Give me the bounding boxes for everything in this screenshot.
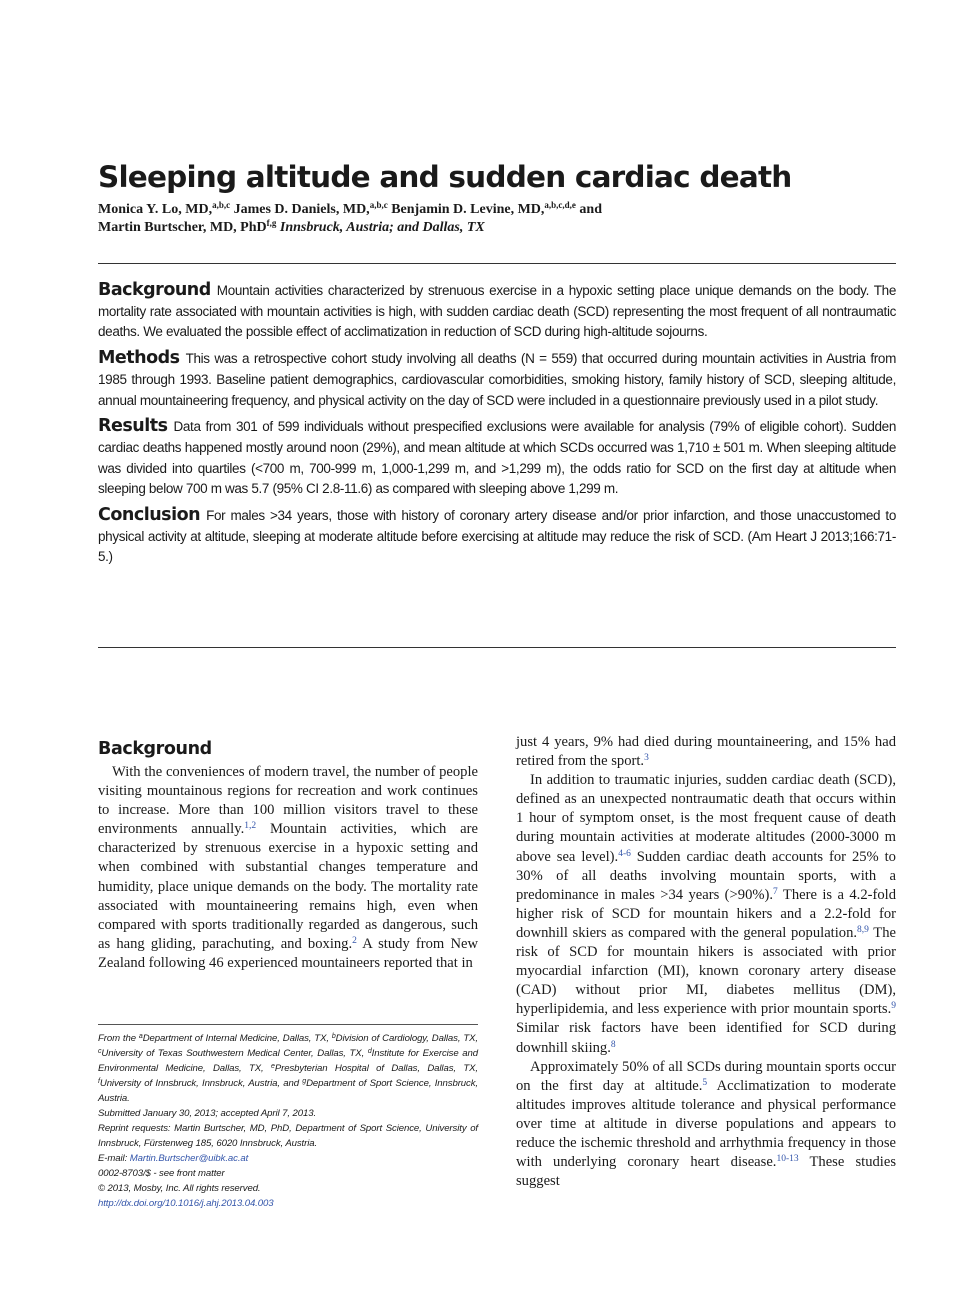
article-title: Sleeping altitude and sudden cardiac death <box>98 160 792 194</box>
affiliations: From the $^a$Department of Internal Medicine, Dallas, TX, $^b$Division of Cardiology, Dallas, TX, $^c$University of Texas Southwestern Medical Center, Dallas, TX, $^d$Institute for Exercise and Environmental Medicine, Dallas, TX, $^e$Presbyterian Hospital of Dallas, Dallas, TX, $^f$University of Innsbruck, Innsbruck, Austria, and $^g$Department of Sport Science, Innsbruck, Austria. <box>98 1033 479 1104</box>
author-location: Innsbruck, Austria; and Dallas, TX <box>279 220 485 235</box>
abstract-heading: Results <box>98 416 168 437</box>
author-conjunction: and <box>579 202 602 217</box>
citation-link[interactable]: 10-13 <box>776 1154 799 1165</box>
abstract-heading: Conclusion <box>98 505 201 526</box>
body-column-left <box>98 733 478 973</box>
abstract-results <box>98 416 896 500</box>
abstract-conclusion <box>98 505 896 568</box>
doi-link[interactable]: http://dx.doi.org/10.1016/j.ahj.2013.04.003 <box>98 1198 274 1209</box>
citation-link[interactable]: 1,2 <box>244 821 257 832</box>
author-affiliation-sup: a,b,c,d,e <box>544 200 576 210</box>
author-affiliation-sup: f,g <box>266 218 277 228</box>
citation-link[interactable]: 9 <box>891 1001 896 1012</box>
issn-line: 0002-8703/$ - see front matter <box>98 1168 225 1179</box>
abstract-heading: Background <box>98 280 211 300</box>
body-column-right <box>516 733 896 1191</box>
citation-link[interactable]: 2 <box>352 935 357 946</box>
citation-link[interactable]: 7 <box>773 886 778 897</box>
abstract-methods <box>98 348 896 411</box>
abstract-heading: Methods <box>98 348 180 369</box>
abstract-text: Mountain activities characterized by strenuous exercise in a hypoxic setting place unique demands on the body. The mortality rate associated with mountain activities is high, with sudden cardiac death (SCD) representing the most frequent of all nontraumatic deaths. We evaluated the possible effect of acclimatization in reduction of SCD during high-altitude sojourns. <box>98 283 896 340</box>
reprint-requests: Reprint requests: Martin Burtscher, MD, PhD, Department of Sport Science, University of Innsbruck, Fürstenweg 185, 6020 Innsbruck, Austria. <box>98 1123 478 1149</box>
citation-link[interactable]: 3 <box>644 753 649 764</box>
author-name: Martin Burtscher, MD, PhD <box>98 220 267 235</box>
author-name: Benjamin D. Levine, MD, <box>391 202 545 217</box>
abstract <box>98 280 896 573</box>
abstract-background <box>98 280 896 343</box>
submission-dates: Submitted January 30, 2013; accepted April 7, 2013. <box>98 1108 317 1119</box>
author-affiliation-sup: a,b,c <box>212 200 231 210</box>
citation-link[interactable]: 8,9 <box>857 924 869 935</box>
body-paragraph: just 4 years, 9% had died during mountaineering, and 15% had retired from the sport.$^3$ <box>516 734 896 770</box>
email-link[interactable]: Martin.Burtscher@uibk.ac.at <box>129 1153 249 1164</box>
abstract-bottom-divider <box>98 647 896 648</box>
citation-link[interactable]: 4-6 <box>618 848 631 859</box>
copyright-line: © 2013, Mosby, Inc. All rights reserved. <box>98 1183 261 1194</box>
body-paragraph: With the conveniences of modern travel, the number of people visiting mountainous regions for recreation and work continues to increase. More than 100 million visitors travel to these environments annually.$^{1,2}$ Mountain activities, which are characterized by strenuous exercise in a hypoxic setting and when combined with substantial changes temperature and humidity, place unique demands on the body. The mortality rate associated with mountaineering remains high, even when compared with sports traditionally regarded as dangerous, such as hang gliding, parachuting, and boxing.$^2$ A study from New Zealand following 46 experienced mountaineers reported that in <box>98 764 479 971</box>
author-name: Monica Y. Lo, MD, <box>98 202 213 217</box>
footnote-divider <box>98 1024 478 1025</box>
author-line-2 <box>98 219 898 237</box>
author-line-1 <box>98 201 898 219</box>
abstract-text: Data from 301 of 599 individuals without prespecified exclusions were available for analysis (79% of eligible cohort). Sudden cardiac deaths happened mostly around noon (29%), and mean altitude at which SCDs occurred was 1,710 ± 501 m. When sleeping altitude was divided into quartiles (<700 m, 700-999 m, 1,000-1,299 m, and >1,299 m), the odds ratio for SCD on the first day at altitude when sleeping below 700 m was 5.7 (95% CI 2.8-11.6) as compared with sleeping above 1,299 m. <box>98 419 896 497</box>
email-line: E-mail: Martin.Burtscher@uibk.ac.at <box>98 1153 249 1164</box>
body-paragraph: In addition to traumatic injuries, sudden cardiac death (SCD), defined as an unexpected nontraumatic death that occurs within 1 hour of symptom onset, is the most frequent cause of death during mountain activities at moderate altitudes (2000-3000 m above sea level).$^{4-6}$ Sudden cardiac death accounts for 25% to 30% of all deaths involving mountain sports, with a predominance in males >34 years (>90%).$^7$ There is a 4.2-fold higher risk of SCD for mountain hikers and a 2.2-fold for downhill skiers as compared with the general population.$^{8,9}$ The risk of SCD for mountain hikers is associated with prior myocardial infarction (MI), known coronary artery disease (CAD) without prior MI, diabetes mellitus (DM), hyperlipidemia, and less experience with prior mountain sports.$^9$ Similar risk factors have been identified for SCD during downhill skiing.$^8$ <box>516 772 896 1056</box>
abstract-text: This was a retrospective cohort study involving all deaths (N = 559) that occurred during mountain activities in Austria from 1985 through 1993. Baseline patient demographics, cardiovascular comorbidities, smoking history, family history of SCD, sleeping altitude, annual mountaineering frequency, and physical activity on the day of SCD were included in a questionnaire previously used in a pilot study. <box>98 351 896 408</box>
author-affiliation-sup: a,b,c <box>369 200 388 210</box>
author-name: James D. Daniels, MD, <box>233 202 370 217</box>
author-list <box>98 201 898 237</box>
abstract-text: For males >34 years, those with history of coronary artery disease and/or prior infarction, and those unaccustomed to physical activity at altitude, sleeping at moderate altitude before exercising at altitude may reduce the risk of SCD. (Am Heart J 2013;166:71-5.) <box>98 508 896 565</box>
section-heading: Background <box>98 739 212 759</box>
citation-link[interactable]: 5 <box>702 1077 708 1088</box>
abstract-top-divider <box>98 263 896 264</box>
citation-link[interactable]: 8 <box>610 1039 616 1050</box>
footnotes <box>98 1031 478 1211</box>
body-paragraph: Approximately 50% of all SCDs during mountain sports occur on the first day at altitude.$^5$ Acclimatization to moderate altitudes improves altitude tolerance and physical performance over time at altitude in diverse populations and appears to reduce the ischemic threshold and arrhythmia frequency in those with underlying coronary heart disease.$^{10-13}$ These studies suggest <box>516 1058 896 1190</box>
